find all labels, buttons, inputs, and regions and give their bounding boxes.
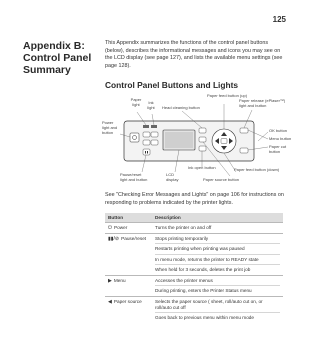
power-icon: ⏻ [108,224,112,231]
section-heading: Control Panel Buttons and Lights [105,80,239,90]
pause-reset-icon: ▮▮/⊘ [108,235,120,242]
table-row [105,233,283,275]
appendix-title-line: Summary [23,64,71,76]
button-cell [105,297,152,323]
paper-light-label: Paper light [130,97,142,107]
button-cell [105,233,152,275]
button-cell [105,222,152,233]
description-cell [152,297,283,323]
pause-reset-label: Pause/reset light and button [120,172,148,182]
table-header-description: Description [152,213,283,222]
table-row [105,222,283,233]
button-table [105,213,283,323]
ink-open-label: Ink open button [188,165,216,170]
paper-source-arrow-icon: ◀ [108,299,112,306]
description-line: Selects the paper source ( sheet, roll/auto cut on, or roll/auto cut off [155,297,280,313]
button-name: Power [113,224,128,230]
note-paragraph: See "Checking Error Messages and Lights" on page 106 for instructions on responding to problems indicated by the printer lights. [105,192,284,206]
page-number: 125 [272,15,286,24]
button-name: Menu [113,277,126,283]
button-cell [105,275,152,296]
paper-source-label: Paper source button [203,177,240,182]
lcd-display-label: LCD display [166,172,179,182]
intro-paragraph: This Appendix summarizes the functions of the control panel buttons (below), describes the informational messages and icons you may see on the LCD display (see page 127), and lists the available menu settings (see page 128). [105,40,283,69]
menu-arrow-icon: ▶ [108,277,112,284]
head-cleaning-label: Head cleaning button [162,105,200,110]
description-line: During printing, enters the Printer Status menu [155,288,252,294]
appendix-title-line: Control Panel [23,52,92,64]
power-label: Power light and button [102,120,118,135]
table-header-row [105,213,283,222]
description-line: Accesses the printer menus [155,276,280,287]
menu-button-label: Menu button [269,136,292,141]
description-line: When held for 3 seconds, deletes the print job [155,267,251,273]
description-line: Goes back to previous menu within menu mode [155,315,255,321]
pause-reset-button-shape [143,149,150,155]
description-cell [152,233,283,275]
paper-release-label: Paper release (ePlaser™) light and button [239,98,286,108]
ok-button-label: OK button [269,128,288,133]
button-name: Paper source [113,299,142,305]
description-line: Turns the printer on and off [155,224,212,230]
appendix-title-line: Appendix B: [23,40,85,52]
description-line: In menu mode, returns the printer to READY state [155,255,280,266]
ink-light-label: Ink light [147,100,155,110]
table-row [105,297,283,323]
table-header-button: Button [105,213,152,222]
paper-feed-down-label: Paper feed button (down) [234,167,280,172]
description-line: Stops printing temporarily [155,234,280,245]
appendix-title [23,40,103,76]
button-name: Pause/reset [121,235,147,241]
control-panel-diagram [102,92,300,190]
paper-cut-label: Paper cut button [269,144,287,154]
paper-feed-up-label: Paper feed button (up) [207,93,248,98]
description-line: Restarts printing when printing was paused [155,244,280,255]
table-row [105,275,283,296]
power-button-shape [130,133,139,142]
description-cell [152,222,283,233]
description-cell [152,275,283,296]
